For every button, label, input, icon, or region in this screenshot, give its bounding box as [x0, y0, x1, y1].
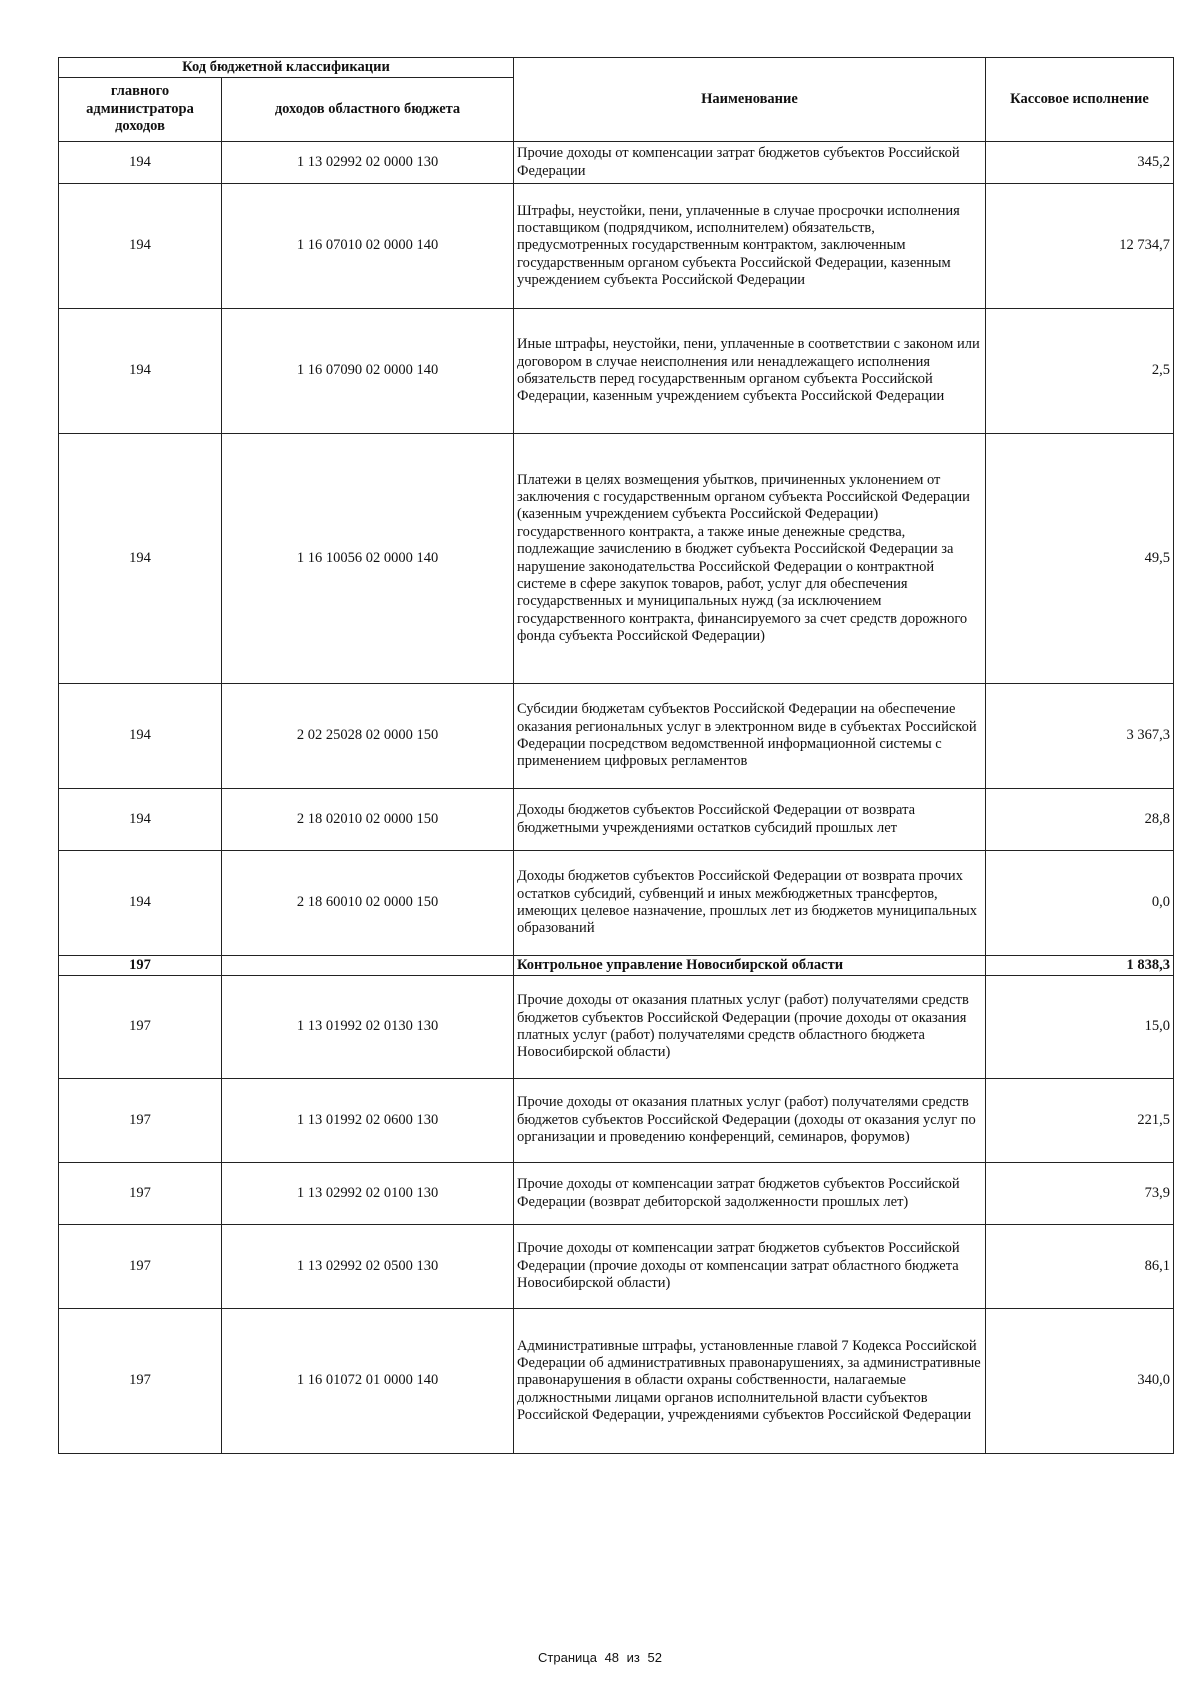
admin-code-cell: 194 [59, 142, 222, 184]
income-name-cell: Иные штрафы, неустойки, пени, уплаченные в соответствии с законом или договором в случае неисполнения или ненадлежащего исполнения обязательств перед государственным органом субъекта Российской Федерации, казенным учреждением субъекта Российской Федерации [514, 309, 986, 434]
income-name-cell: Прочие доходы от компенсации затрат бюджетов субъектов Российской Федерации [514, 142, 986, 184]
income-code-cell: 1 16 10056 02 0000 140 [222, 434, 514, 684]
admin-code-cell: 197 [59, 1225, 222, 1309]
page-footer [0, 1650, 1200, 1665]
income-code-cell: 2 18 02010 02 0000 150 [222, 789, 514, 851]
income-name-cell: Доходы бюджетов субъектов Российской Федерации от возврата бюджетными учреждениями остатков субсидий прошлых лет [514, 789, 986, 851]
cash-execution-cell: 3 367,3 [986, 684, 1174, 789]
budget-table [58, 57, 1174, 1454]
income-code-cell: 1 13 02992 02 0000 130 [222, 142, 514, 184]
table-row [59, 684, 1174, 789]
table-row [59, 142, 1174, 184]
cash-execution-cell: 49,5 [986, 434, 1174, 684]
income-code-cell: 1 13 01992 02 0130 130 [222, 976, 514, 1079]
income-name-cell: Административные штрафы, установленные главой 7 Кодекса Российской Федерации об административных правонарушениях, за административные правонарушения в области охраны собственности, налагаемые должностными лицами органов исполнительной власти субъектов Российской Федерации, учреждениями субъектов Российской Федерации [514, 1309, 986, 1454]
admin-code-cell: 194 [59, 309, 222, 434]
income-code-cell: 2 02 25028 02 0000 150 [222, 684, 514, 789]
table-row [59, 434, 1174, 684]
income-code-cell: 1 16 07090 02 0000 140 [222, 309, 514, 434]
table-section-row [59, 956, 1174, 976]
income-name-cell: Субсидии бюджетам субъектов Российской Федерации на обеспечение оказания региональных услуг в электронном виде в субъектах Российской Федерации посредством ведомственной информационной системы с применением цифровых регламентов [514, 684, 986, 789]
cash-execution-cell: 86,1 [986, 1225, 1174, 1309]
cash-execution-cell: 345,2 [986, 142, 1174, 184]
income-code-cell [222, 956, 514, 976]
cash-execution-cell: 12 734,7 [986, 184, 1174, 309]
admin-code-cell: 194 [59, 434, 222, 684]
admin-code-cell: 197 [59, 956, 222, 976]
income-name-cell: Прочие доходы от компенсации затрат бюджетов субъектов Российской Федерации (возврат дебиторской задолженности прошлых лет) [514, 1163, 986, 1225]
income-name-cell: Прочие доходы от компенсации затрат бюджетов субъектов Российской Федерации (прочие доходы от компенсации затрат областного бюджета Новосибирской области) [514, 1225, 986, 1309]
income-code-cell: 1 13 02992 02 0500 130 [222, 1225, 514, 1309]
cash-execution-cell: 0,0 [986, 851, 1174, 956]
page-label: Страница [538, 1650, 597, 1665]
table-row [59, 184, 1174, 309]
header-chief-administrator: главного администратора доходов [59, 78, 222, 142]
table-row [59, 851, 1174, 956]
income-name-cell: Контрольное управление Новосибирской области [514, 956, 986, 976]
header-regional-budget-income: доходов областного бюджета [222, 78, 514, 142]
page-of-label: из [626, 1650, 640, 1665]
cash-execution-cell: 15,0 [986, 976, 1174, 1079]
income-name-cell: Доходы бюджетов субъектов Российской Федерации от возврата прочих остатков субсидий, субвенций и иных межбюджетных трансфертов, имеющих целевое назначение, прошлых лет из бюджетов муниципальных образований [514, 851, 986, 956]
table-row [59, 309, 1174, 434]
income-code-cell: 1 13 02992 02 0100 130 [222, 1163, 514, 1225]
admin-code-cell: 197 [59, 1163, 222, 1225]
admin-code-cell: 194 [59, 684, 222, 789]
header-cash-execution: Кассовое исполнение [986, 58, 1174, 142]
income-code-cell: 1 13 01992 02 0600 130 [222, 1079, 514, 1163]
cash-execution-cell: 2,5 [986, 309, 1174, 434]
cash-execution-cell: 1 838,3 [986, 956, 1174, 976]
income-code-cell: 2 18 60010 02 0000 150 [222, 851, 514, 956]
admin-code-cell: 194 [59, 789, 222, 851]
admin-code-cell: 197 [59, 976, 222, 1079]
income-code-cell: 1 16 07010 02 0000 140 [222, 184, 514, 309]
income-name-cell: Прочие доходы от оказания платных услуг (работ) получателями средств бюджетов субъектов Российской Федерации (прочие доходы от оказания платных услуг (работ) получателями средств областного бюджета Новосибирской области) [514, 976, 986, 1079]
header-classification-code: Код бюджетной классификации [59, 58, 514, 78]
table-row [59, 1163, 1174, 1225]
table-row [59, 976, 1174, 1079]
table-header [59, 58, 1174, 142]
page-total: 52 [647, 1650, 662, 1665]
cash-execution-cell: 28,8 [986, 789, 1174, 851]
cash-execution-cell: 340,0 [986, 1309, 1174, 1454]
table-row [59, 1079, 1174, 1163]
income-name-cell: Платежи в целях возмещения убытков, причиненных уклонением от заключения с государственным органом субъекта Российской Федерации (казенным учреждением субъекта Российской Федерации) государственного контракта, а также иные денежные средства, подлежащие зачислению в бюджет субъекта Российской Федерации за нарушение законодательства Российской Федерации о контрактной системе в сфере закупок товаров, работ, услуг для обеспечения государственных и муниципальных нужд (за исключением государственного контракта, финансируемого за счет средств дорожного фонда субъекта Российской Федерации) [514, 434, 986, 684]
income-name-cell: Штрафы, неустойки, пени, уплаченные в случае просрочки исполнения поставщиком (подрядчиком, исполнителем) обязательств, предусмотренных государственным контрактом, заключенным государственным органом субъекта Российской Федерации, казенным учреждением субъекта Российской Федерации [514, 184, 986, 309]
cash-execution-cell: 73,9 [986, 1163, 1174, 1225]
page-current: 48 [604, 1650, 620, 1665]
header-name: Наименование [514, 58, 986, 142]
income-name-cell: Прочие доходы от оказания платных услуг (работ) получателями средств бюджетов субъектов Российской Федерации (доходы от оказания услуг по организации и проведению конференций, семинаров, форумов) [514, 1079, 986, 1163]
table-body [59, 142, 1174, 1454]
table-row [59, 789, 1174, 851]
table-row [59, 1225, 1174, 1309]
admin-code-cell: 197 [59, 1079, 222, 1163]
income-code-cell: 1 16 01072 01 0000 140 [222, 1309, 514, 1454]
admin-code-cell: 194 [59, 184, 222, 309]
table-row [59, 1309, 1174, 1454]
cash-execution-cell: 221,5 [986, 1079, 1174, 1163]
admin-code-cell: 194 [59, 851, 222, 956]
admin-code-cell: 197 [59, 1309, 222, 1454]
